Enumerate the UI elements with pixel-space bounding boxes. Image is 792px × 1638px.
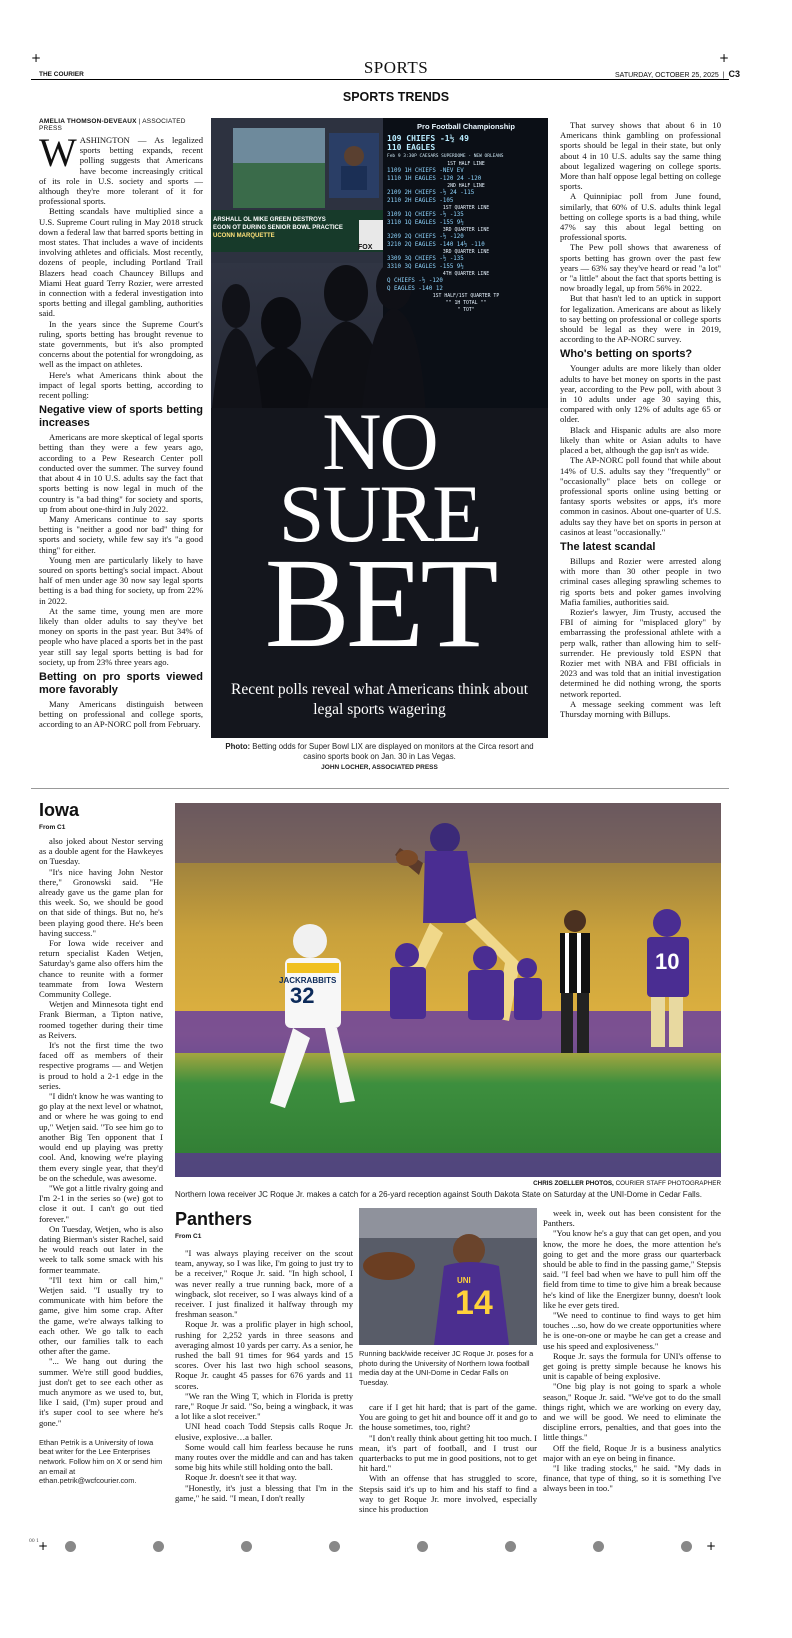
panthers-body-3 <box>543 1208 721 1494</box>
feature-paragraph: In the years since the Supreme Court's ruling, sports betting has brought revenue to state governments, but it's also prompted concerns about the potential for wrongdoing, as well as the impact on athletes. <box>39 318 203 370</box>
tv-ticker-line-3: UCONN MARQUETTE <box>213 233 275 239</box>
tv-ticker-line-2: EGON OT DURING SENIOR BOWL PRACTICE <box>213 225 343 231</box>
odds-board-row: 2ND HALF LINE <box>447 184 485 189</box>
feature-paragraph: A Quinnipiac poll from June found, similarly, that 60% of U.S. adults think legal betting on college sports is a bad thing, while 47% say this about legal betting on professional sports. <box>560 191 721 243</box>
panthers-title: Panthers <box>175 1209 253 1229</box>
jersey-right-number: 10 <box>655 949 680 974</box>
odds-board-row: 3309 3Q CHIEFS -½ -135 <box>387 256 464 262</box>
feature-body-1 <box>39 130 203 730</box>
iowa-body <box>39 836 163 1428</box>
feature-paragraph: That survey shows that about 6 in 10 Americans think gambling on professional sports should be legal in their state, but only about 4 in 10 U.S. adults say the same thing about legalized wagering on college sports. More than half oppose legal betting on college sports. <box>560 120 721 192</box>
panthers-paragraph: "I like trading stocks," he said. "My dads in finance, that type of thing, so it is something I've always been in too." <box>543 1463 721 1494</box>
odds-game-line-1: 109 CHIEFS -1½ 49 <box>387 134 469 143</box>
iowa-paragraph: "I didn't know he was wanting to go play at the next level or whatnot, and or where he was going to end up," Wetjen said. "To see him go to another Big Ten opponent that I would end up playing was pretty cool. And, knowing we're playing them every single year, that they'd be on the schedule, was awesome. <box>39 1091 163 1183</box>
portrait-caption: Running back/wide receiver JC Roque Jr. poses for a photo during the University of Northern Iowa football media day at the UNI-Dome in Cedar Falls on Tuesday. <box>359 1349 534 1387</box>
feature-paragraph: At the same time, young men are more likely than older adults to say they've bet money on sports in the past year. But 34% of people who have placed a sports bet in the past year still say legal sports betting is bad for society, up from 23% three years ago. <box>39 605 203 667</box>
odds-board-row: 1109 1H CHIEFS -NEV EV <box>387 168 464 174</box>
registration-dot <box>417 1541 428 1552</box>
feature-paragraph: A message seeking comment was left Thursday morning with Billups. <box>560 698 721 719</box>
iowa-column <box>39 800 163 1486</box>
section-title: SPORTS <box>363 58 429 77</box>
odds-board-row: 3209 2Q CHIEFS -½ -120 <box>387 234 464 240</box>
panthers-paragraph: Roque Jr. was a prolific player in high school, rushing for 2,252 yards in three seasons and averaging almost 10 yards per carry. As a senior, he rushed the ball 91 times for 964 yards and 15 scores. Over his last two high school seasons, Roque Jr. caught 45 passes for 676 yards and 11 scores. <box>175 1319 353 1391</box>
caption-text: Betting odds for Super Bowl LIX are displayed on monitors at the Circa resort and casino sports book on Jan. 30 in Las Vegas. <box>252 742 534 761</box>
iowa-paragraph: "I'll text him or call him," Wetjen said. "I usually try to communicate with him before the game, give him some crap. After the game, we're always talking to each other. We go talk to each other, our families talk to each other after the game. <box>39 1274 163 1357</box>
crop-mark-top-right: + <box>719 51 730 65</box>
tv-network-logo: FOX <box>358 244 373 251</box>
feature-label: SPORTS TRENDS <box>342 90 450 104</box>
jersey-left-number: 32 <box>290 983 315 1008</box>
feature-paragraph: Here's what Americans think about the impact of legal sports betting, according to recent polling: <box>39 369 203 401</box>
registration-dot <box>65 1541 76 1552</box>
odds-game-line-2: 110 EAGLES <box>387 143 436 152</box>
subhead-pro-sports: Betting on pro sports viewed more favorably <box>39 670 203 696</box>
odds-board-row: 3210 2Q EAGLES -140 14½ -110 <box>387 241 485 248</box>
registration-dot <box>681 1541 692 1552</box>
page-slug: 00 1 <box>29 1539 40 1544</box>
portrait-photo <box>359 1208 537 1345</box>
panthers-paragraph: "We need to continue to find ways to get him touches ...so, how do we create opportunities where he is one-on-one or maybe he can get a crease and use his speed and explosiveness." <box>543 1310 721 1351</box>
byline-org: ASSOCIATED PRESS <box>39 118 186 132</box>
iowa-paragraph: "We got a little rivalry going and I'm 2-1 in the series so (we) got to close it out. I can't go out tied forever." <box>39 1182 163 1224</box>
odds-board-row: 3RD QUARTER LINE <box>442 250 490 255</box>
panthers-paragraph: week in, week out has been consistent for the Panthers. <box>543 1208 721 1229</box>
action-photo-credit <box>175 1180 721 1187</box>
odds-board-row: 3RD QUARTER LINE <box>442 228 490 233</box>
panthers-paragraph: "You know he's a guy that can get open, and you know, the more he does, the more attention he's going to get and the more grass our quarterback should be able to find in the passing game," Stepsis said. "I feel bad when we have to pull him off the field from time to time to give him a break because he's kind of like the Energizer bunny, doesn't look like he ever gets tired. <box>543 1228 721 1310</box>
panthers-jump-label: From C1 <box>175 1233 202 1240</box>
registration-dot <box>505 1541 516 1552</box>
headline-line-1: NO <box>322 396 437 487</box>
action-photo <box>175 803 721 1177</box>
panthers-paragraph: care if I get hit hard; that is part of the game. You are going to get hit and bounce off it and go to the house sometimes, too, right? <box>359 1402 537 1433</box>
feature-paragraph: Betting scandals have multiplied since a U.S. Supreme Court ruling in May 2018 struck down a federal law that barred sports betting in most states. That includes a wave of incidents involving athletes and officials. Most recently, dozens of people, including Portland Trail Blazers head coach Chauncey Billups and Miami Heat guard Terry Rozier, were arrested in connection with a federal investigation into sports betting and illegal gambling, authorities said. <box>39 206 203 319</box>
feature-body-3 <box>560 120 721 719</box>
panthers-paragraph: "Honestly, it's just a blessing that I'm in the game," he said. "I mean, I don't really <box>175 1482 353 1503</box>
panthers-paragraph: "I was always playing receiver on the scout team, anyway, so I was like, I'm going to just try to be a receiver," Roque Jr. said. "In high school, I was never really a true running back, more of a wingback, slot receiver, so I was always kind of a receiver. I just finalized it halfway through my freshman season." <box>175 1248 353 1320</box>
crop-mark-top-left: + <box>31 51 42 65</box>
feature-paragraph: Young men are particularly likely to have soured on sports betting's social impact. About half of men under age 30 now say legal sports betting is a bad thing for society, up from 22% in 2022. <box>39 554 203 606</box>
odds-game-line-3: Feb 9 3:30P CAESARS SUPERDOME - NEW ORLEANS <box>387 154 504 159</box>
panthers-paragraph: With an offense that has struggled to score, Stepsis said it's up to him and his staff to find a way to get Roque Jr. more involved, especially since his production <box>359 1473 537 1515</box>
odds-board-title: Pro Football Championship <box>417 122 515 131</box>
iowa-paragraph: Wetjen and Minnesota tight end Frank Bierman, a Tipton native, roomed together during their time as Reivers. <box>39 999 163 1040</box>
tv-ticker-line-1: ARSHALL OL MIKE GREEN DESTROYS <box>213 217 326 223</box>
odds-board-row: 1ST QUARTER LINE <box>442 206 490 211</box>
header-rule <box>31 79 729 80</box>
panthers-paragraph: Roque Jr. says the formula for UNI's offense to get going is pretty simple because he knows his unit is capable of being explosive. <box>543 1350 721 1382</box>
crop-mark-bottom-right: + <box>706 1539 717 1553</box>
feature-paragraph: Billups and Rozier were arrested along with more than 30 other people in two criminal cases alleging sprawling schemes to rig sports bets and poker games involving Mafia families, authorities said. <box>560 555 721 607</box>
subhead-latest-scandal: The latest scandal <box>560 540 656 553</box>
panthers-body-2 <box>359 1402 537 1514</box>
feature-column-1 <box>39 118 203 730</box>
caption-label: Photo: <box>225 742 251 751</box>
jersey-left-team: JACKRABBITS <box>279 976 337 985</box>
football-action-illustration <box>175 803 721 1177</box>
iowa-jump-label: From C1 <box>39 824 66 831</box>
panthers-paragraph: Off the field, Roque Jr is a business analytics major with an eye on being in finance. <box>543 1442 721 1463</box>
feature-paragraph: Black and Hispanic adults are also more likely than white or Asian adults to have placed a bet, although the gap isn't as wide. <box>560 424 721 456</box>
headline-line-3: BET <box>264 532 495 674</box>
odds-board-row: " TOT" <box>457 308 475 313</box>
odds-board-row: 3110 1Q EAGLES -155 9½ <box>387 219 464 226</box>
odds-board-row: "" 1H TOTAL "" <box>445 301 487 306</box>
odds-board-row: 4TH QUARTER LINE <box>442 272 490 277</box>
panthers-paragraph: Roque Jr. doesn't see it that way. <box>185 1472 297 1483</box>
feature-column-3 <box>560 120 721 719</box>
registration-dot <box>153 1541 164 1552</box>
iowa-paragraph: also joked about Nestor serving as a double agent for the Hawkeyes on Tuesday. <box>39 836 163 867</box>
odds-board-row: 1ST HALF LINE <box>447 162 485 167</box>
feature-photo-caption <box>216 742 543 773</box>
odds-board-row: 2109 2H CHIEFS -½ 24 -115 <box>387 190 475 196</box>
issue-date: SATURDAY, OCTOBER 25, 2025 <box>615 72 719 79</box>
drop-cap: W <box>39 130 77 175</box>
feature-paragraph: Many Americans continue to say sports betting is "neither a good nor bad" thing for sports and society, while few say it's "a good thing" for either. <box>39 513 203 555</box>
subhead-negative-view: Negative view of sports betting increases <box>39 404 203 430</box>
lead-paragraph: ASHINGTON — As legalized sports betting expands, recent polling suggests that Americans have become increasingly critical of its role in U.S. society and sports — although they're more tolerant of it for professional sports. <box>39 135 203 207</box>
odds-board <box>387 122 545 314</box>
odds-board-row: 1110 1H EAGLES -120 24 -120 <box>387 175 482 182</box>
odds-board-row: 3109 1Q CHIEFS -½ -135 <box>387 212 464 218</box>
feature-paragraph: But that hasn't led to an uptick in support for legalization. Americans are about as likely to say betting on professional or college sports should be legal as they were in 2019, according to the AP-NORC survey. <box>560 293 721 345</box>
iowa-author-bio: Ethan Petrik is a University of Iowa beat writer for the Lee Enterprises network. Follow him on X or send him an email at ethan.petrik@wcfcourier.com. <box>39 1437 163 1486</box>
photo-credit: JOHN LOCHER, ASSOCIATED PRESS <box>321 764 438 771</box>
odds-board-row: 1ST HALF/1ST QUARTER TP <box>432 294 500 299</box>
subhead-whos-betting: Who's betting on sports? <box>560 348 693 361</box>
iowa-paragraph: For Iowa wide receiver and return specialist Kaden Wetjen, Saturday's game also offers him the chance to reunite with a former teammate from Iowa Western Community College. <box>39 938 163 1000</box>
portrait-jersey-number: 14 <box>455 1284 493 1322</box>
action-photo-credit-name: CHRIS ZOELLER PHOTOS, <box>533 1180 614 1187</box>
iowa-title: Iowa <box>39 800 80 820</box>
byline-name: AMELIA THOMSON-DEVEAUX <box>39 118 137 125</box>
odds-board-row: 2110 2H EAGLES -105 <box>387 197 454 204</box>
page-dateline: SATURDAY, OCTOBER 25, 2025 | C3 <box>615 69 740 79</box>
action-photo-credit-org: COURIER STAFF PHOTOGRAPHER <box>615 1180 721 1187</box>
panthers-column-1 <box>175 1209 355 1240</box>
feature-paragraph: Rozier's lawyer, Jim Trusty, accused the FBI of aiming for "misplaced glory" by embarrassing the professional athlete with a perp walk, rather than allowing him to self-surrender. He previously told ESPN that Rozier met with NBA and FBI officials in 2023 and was told that an initial investigation determined he did nothing wrong, the sports network reported. <box>560 606 721 699</box>
headline-line-2: SURE <box>278 468 481 559</box>
registration-dot <box>241 1541 252 1552</box>
feature-photo <box>211 118 548 738</box>
portrait-team: UNI <box>457 1276 471 1285</box>
tv-ticker <box>213 216 353 240</box>
odds-board-row: 3310 3Q EAGLES -155 9½ <box>387 263 464 270</box>
page-number: C3 <box>728 69 740 79</box>
odds-board-row: Q EAGLES -140 12 <box>387 285 443 292</box>
iowa-paragraph: It's not the first time the two faced off as members of their respective programs — and Wetjen is proud to hold a 2-1 edge in the series. <box>39 1040 163 1091</box>
iowa-paragraph: "... We hang out during the summer. We're still good buddies, just don't get to see each other as much anymore as we used to, but, like I said, (I'm) super proud and it's super cool to see where he's gone." <box>39 1356 163 1428</box>
portrait-illustration <box>359 1208 537 1345</box>
panthers-body-1 <box>175 1248 353 1503</box>
headline <box>211 396 548 674</box>
section-divider <box>31 788 729 789</box>
panthers-paragraph: "We ran the Wing T, which in Florida is pretty rare," Roque Jr said. "So, being a wingback, it was a lot like a slot receiver." <box>175 1390 353 1422</box>
deck: Recent polls reveal what Americans think about legal sports wagering <box>231 681 528 718</box>
panthers-paragraph: Some would call him fearless because he runs many routes over the middle and can and has taken some big hits while still holding onto the ball. <box>175 1441 353 1473</box>
iowa-paragraph: "It's nice having John Nestor there," Gronowski said. "He already gave us the game plan for this week. So, we should be good on that side of things. But no, he's been playing good there. He's been having success." <box>39 866 163 938</box>
panthers-paragraph: "One big play is not going to spark a whole season," Roque Jr. said. "We've got to do the small things right, which we are working on every day, and we will be good. We need to eliminate the discipline errors, penalties, and that goes into the little things." <box>543 1381 721 1443</box>
feature-paragraph: The AP-NORC poll found that while about 14% of U.S. adults say they "frequently" or "occasionally" place bets on college or professional sports online using betting or fantasy sports websites or apps, it's more common in casinos. About one-quarter of U.S. adults say they have bet on sports in person at casinos at least "occasionally." <box>560 455 721 537</box>
panthers-paragraph: "I don't really think about getting hit too much. I mean, it's part of football, and I trust our quarterbacks to put me in good positions, not to get hit hard." <box>359 1432 537 1474</box>
feature-paragraph: Younger adults are more likely than older adults to have bet money on sports in the past year, according to the Pew poll, with about 3 in 10 adults under age 30 saying this, compared with only 12% of adults age 65 or older. <box>560 363 721 425</box>
byline: AMELIA THOMSON-DEVEAUX | ASSOCIATED PRESS <box>39 118 186 132</box>
feature-paragraph: The Pew poll shows that awareness of sports betting has grown over the past few years — 63% say they've heard or read "a lot" or "a little" about the fact that sports betting is now broadly legal, up from 56% in 2022. <box>560 242 721 294</box>
action-photo-caption: Northern Iowa receiver JC Roque Jr. makes a catch for a 26-yard reception against South Dakota State on Saturday at the UNI-Dome in Cedar Falls. <box>175 1190 702 1199</box>
odds-board-row: Q CHIEFS -½ -120 <box>387 278 443 284</box>
registration-dot <box>329 1541 340 1552</box>
panthers-paragraph: UNI head coach Todd Stepsis calls Roque Jr. elusive, explosive…a baller. <box>175 1421 353 1442</box>
feature-paragraph: Americans are more skeptical of legal sports betting than they were a few years ago, according to a Pew Research Center poll conducted over the summer. The survey found that about 4 in 10 U.S. adults say the fact that sports betting is now legal in much of the country is "a bad thing" for society and sports, up from about one-third in July 2022. <box>39 432 203 514</box>
feature-paragraph: Many Americans distinguish between betting on professional and college sports, according to an AP-NORC poll from February. <box>39 698 203 730</box>
iowa-paragraph: On Tuesday, Wetjen, who is also dating Bierman's sister Rachel, said he would reach out later in the week to talk some smack with his former teammate. <box>39 1223 163 1275</box>
crop-mark-bottom-left: + <box>38 1539 49 1553</box>
paper-name: THE COURIER <box>39 71 84 78</box>
registration-dot <box>593 1541 604 1552</box>
